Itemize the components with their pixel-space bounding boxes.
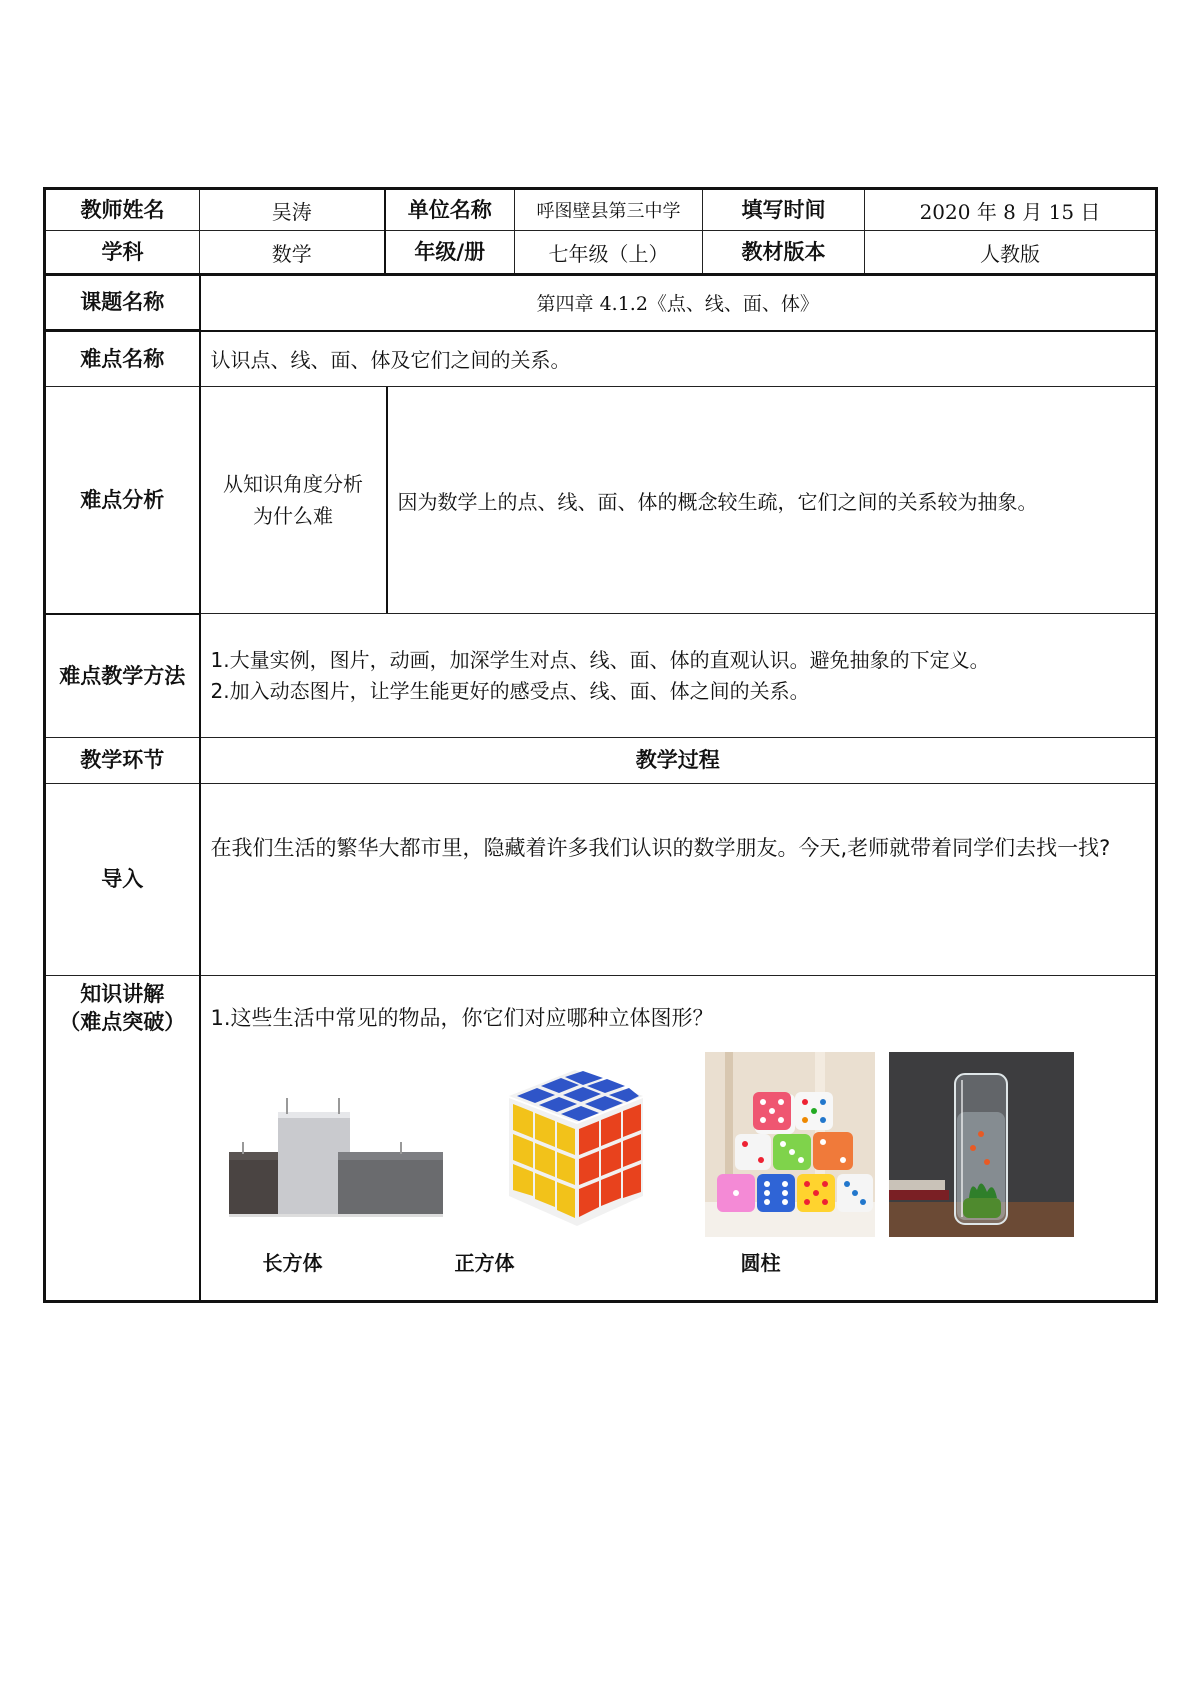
- planter-photo: [223, 1052, 451, 1237]
- analysis-value: 因为数学上的点、线、面、体的概念较生疏，它们之间的关系较为抽象。: [397, 489, 1038, 514]
- topic-label: 课题名称: [45, 275, 200, 331]
- method-label: 难点教学方法: [45, 614, 200, 738]
- difficulty-row: [45, 331, 1157, 387]
- knowledge-cell: [200, 976, 1157, 1302]
- knowledge-label-line2: （难点突破）: [59, 1010, 186, 1035]
- grade-label: 年级/册: [385, 231, 515, 275]
- caption-cube: 正方体: [454, 1251, 515, 1275]
- analysis-row: [45, 387, 1157, 614]
- method-line-1: 1.大量实例，图片，动画，加深学生对点、线、面、体的直观认识。避免抽象的下定义。: [210, 647, 990, 672]
- topic-value: 第四章 4.1.2《点、线、面、体》: [200, 275, 1157, 331]
- method-value: [200, 614, 1157, 738]
- knowledge-question: 1.这些生活中常见的物品，你它们对应哪种立体图形？: [210, 1006, 714, 1030]
- difficulty-label: 难点名称: [45, 331, 200, 387]
- method-row: [45, 614, 1157, 738]
- analysis-sub-label-line1: 从知识角度分析: [223, 472, 363, 496]
- method-line-2: 2.加入动态图片，让学生能更好的感受点、线、面、体之间的关系。: [210, 678, 810, 703]
- lesson-form: [43, 187, 1155, 1303]
- cylinder-vase-photo: [889, 1052, 1074, 1237]
- analysis-sub-label-line2: 为什么难: [253, 504, 333, 528]
- teacher-label: 教师姓名: [45, 189, 200, 231]
- header-row-2: [45, 231, 1157, 275]
- analysis-sub-label: [201, 387, 388, 613]
- unit-value: 呼图壁县第三中学: [515, 189, 703, 231]
- analysis-cell: [200, 387, 1157, 614]
- caption-cylinder: 圆柱: [740, 1251, 781, 1275]
- grade-value: 七年级（上）: [515, 231, 703, 275]
- caption-cuboid: 长方体: [262, 1251, 323, 1275]
- topic-row: [45, 275, 1157, 331]
- knowledge-label-line1: 知识讲解: [80, 982, 165, 1006]
- subject-value: 数学: [200, 231, 385, 275]
- date-value: 2020 年 8 月 15 日: [865, 189, 1157, 231]
- header-row-1: [45, 189, 1157, 231]
- process-title: 教学过程: [200, 738, 1157, 784]
- intro-row: [45, 784, 1157, 976]
- teacher-value: 吴涛: [200, 189, 385, 231]
- process-stage-label: 教学环节: [45, 738, 200, 784]
- difficulty-value: 认识点、线、面、体及它们之间的关系。: [200, 331, 1157, 387]
- intro-cell: [200, 784, 1157, 976]
- edition-label: 教材版本: [703, 231, 865, 275]
- knowledge-label: [45, 976, 200, 1302]
- process-header-row: [45, 738, 1157, 784]
- photo-strip: [211, 1052, 1146, 1247]
- subject-label: 学科: [45, 231, 200, 275]
- caption-row: [211, 1247, 1146, 1287]
- analysis-label: 难点分析: [45, 387, 200, 614]
- rubiks-cube-photo: [457, 1066, 697, 1238]
- intro-text: 在我们生活的繁华大都市里，隐藏着许多我们认识的数学朋友。今天,老师就带着同学们去找一找?: [210, 836, 1111, 860]
- intro-label: 导入: [45, 784, 200, 976]
- knowledge-row: [45, 976, 1157, 1302]
- edition-value: 人教版: [865, 231, 1157, 275]
- dice-photo: [705, 1052, 875, 1237]
- date-label: 填写时间: [703, 189, 865, 231]
- unit-label: 单位名称: [385, 189, 515, 231]
- lesson-table: [43, 187, 1158, 1303]
